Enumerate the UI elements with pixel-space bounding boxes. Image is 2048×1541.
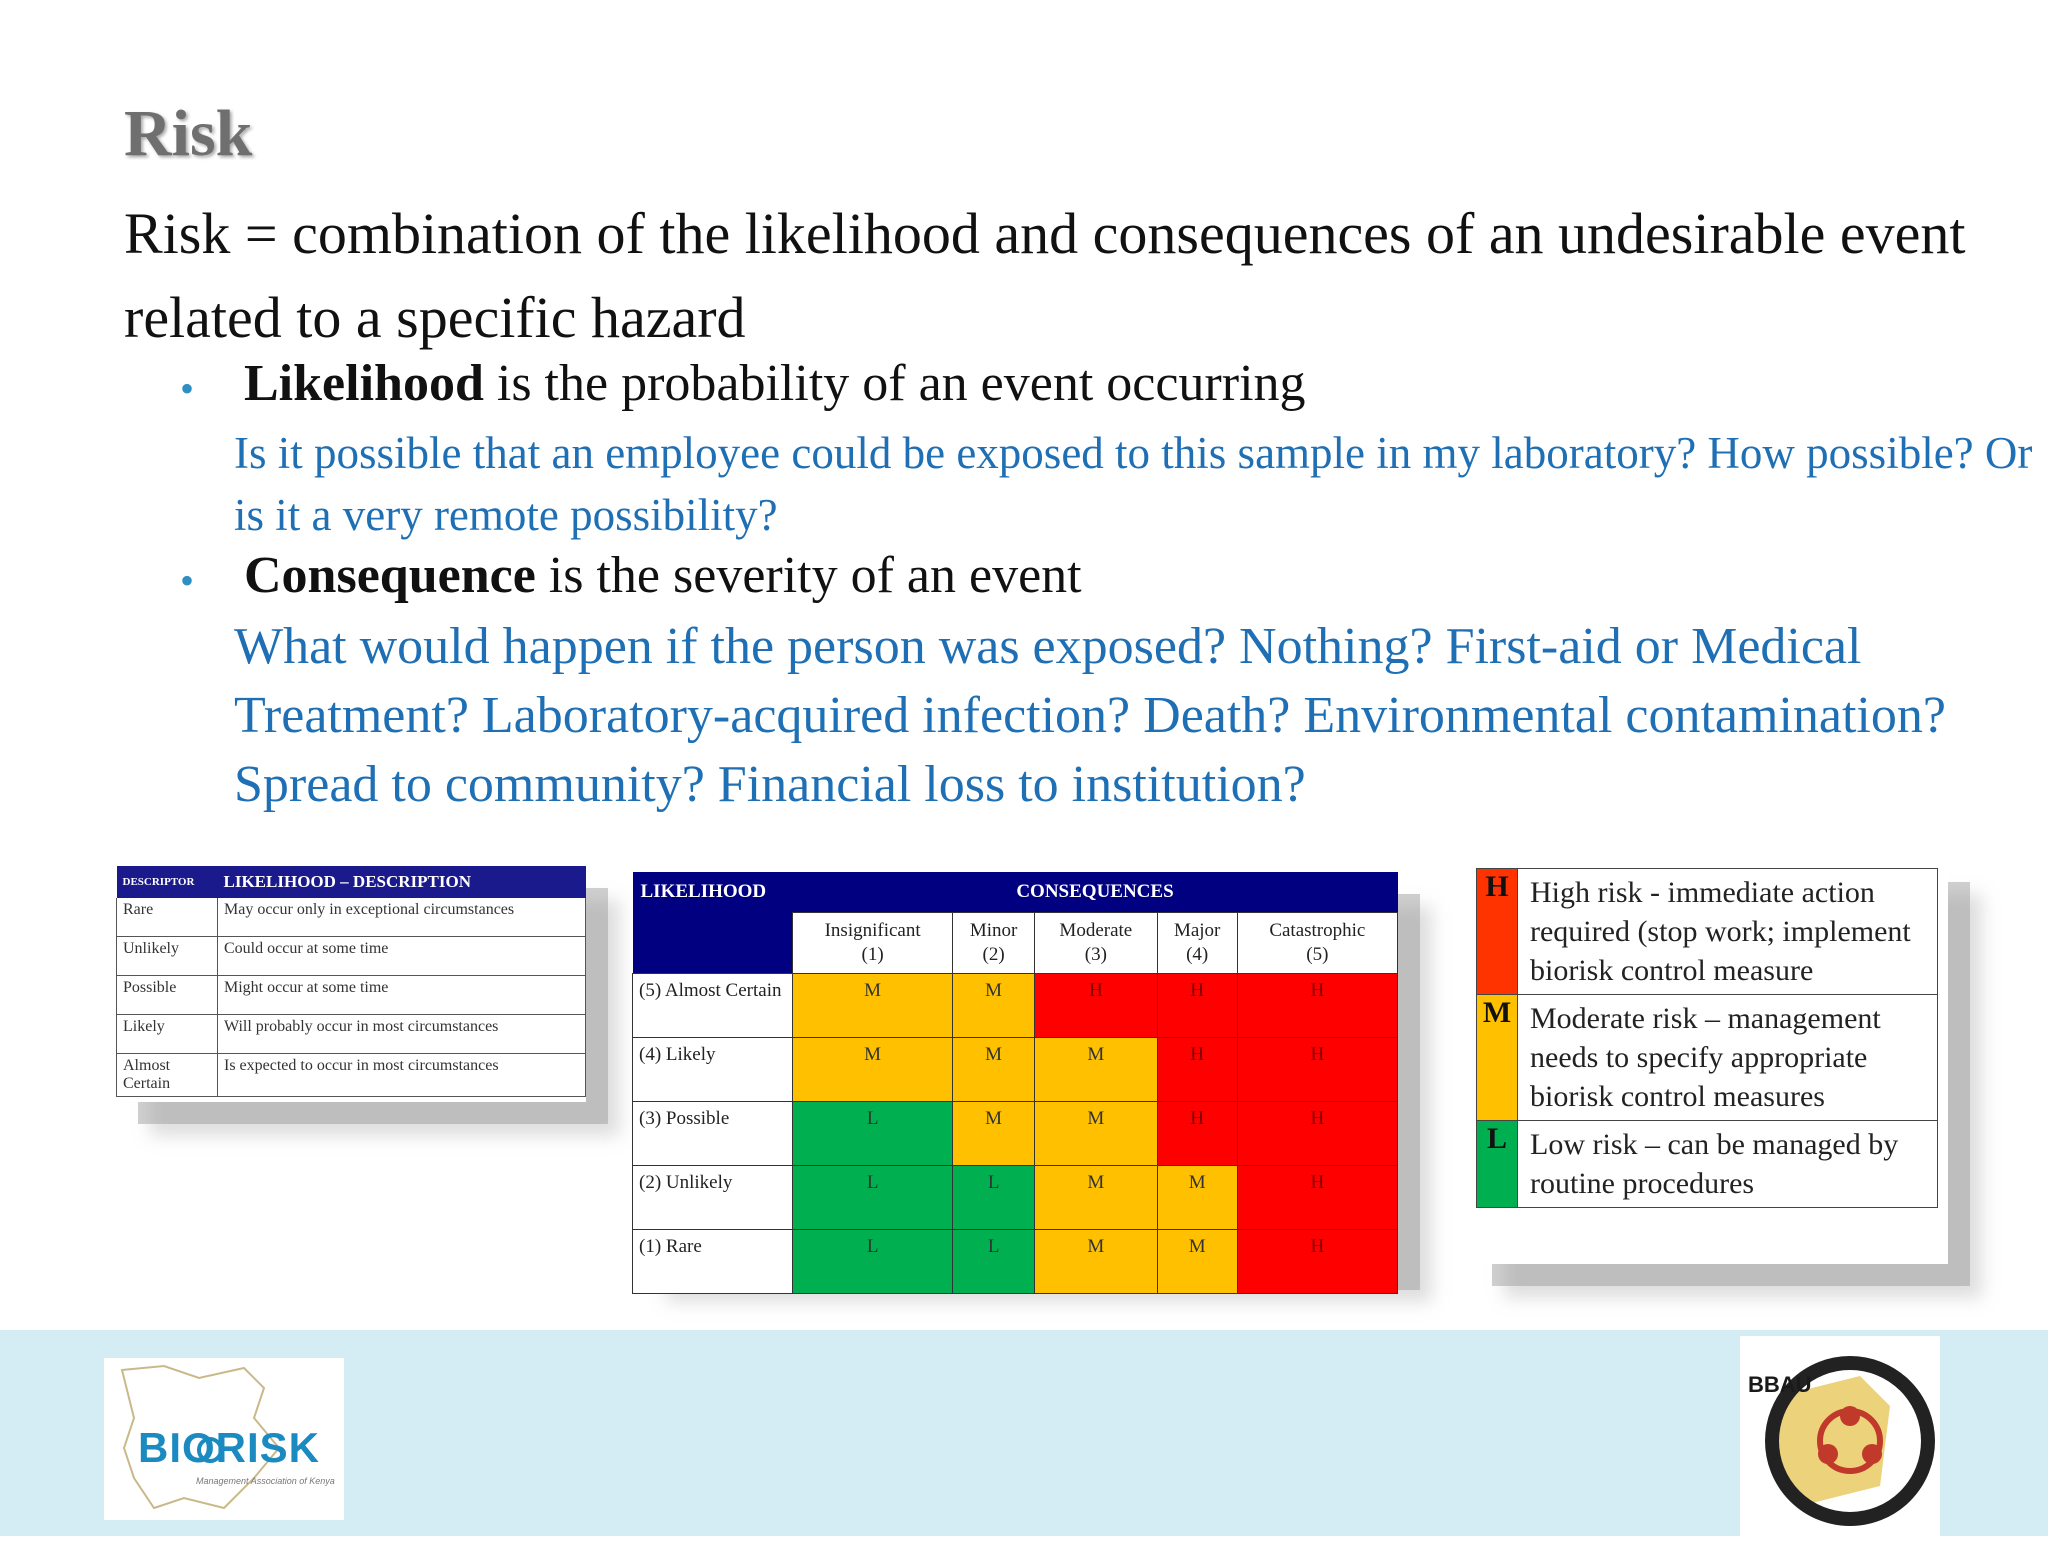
- matrix-row-label: (3) Possible: [633, 1102, 793, 1166]
- table-row: [117, 937, 586, 976]
- risk-matrix-table: [632, 872, 1398, 1294]
- risk-legend-table: [1476, 868, 1938, 1208]
- risk-level-cell: H: [1237, 974, 1397, 1038]
- risk-level-cell: M: [1034, 1038, 1157, 1102]
- bullet-term: Likelihood: [244, 355, 484, 412]
- risk-level-cell: H: [1237, 1166, 1397, 1230]
- bullet-dot-icon: •: [180, 365, 195, 411]
- column-number: (4): [1186, 944, 1209, 965]
- table-row: [117, 898, 586, 937]
- slide-title: Risk: [124, 97, 253, 170]
- bbau-logo: [1740, 1336, 1940, 1536]
- column-name: Moderate: [1059, 920, 1133, 941]
- bbau-logo-text: BBAU: [1748, 1372, 1812, 1397]
- table-cell: Is expected to occur in most circumstances: [218, 1054, 586, 1097]
- matrix-row: [633, 1102, 1398, 1166]
- table-cell: Could occur at some time: [218, 937, 586, 976]
- consequence-column-header: [793, 913, 953, 974]
- bullet-consequence: [180, 546, 1082, 605]
- table-row: [117, 1015, 586, 1054]
- table-header-row: [117, 866, 586, 898]
- legend-key: L: [1477, 1121, 1518, 1208]
- column-name: Major: [1173, 920, 1221, 941]
- matrix-corner: [633, 913, 793, 974]
- risk-legend-panel: [1470, 860, 1948, 1264]
- biorisk-logo-subtext: Management Association of Kenya: [196, 1476, 335, 1486]
- matrix-body: [633, 974, 1398, 1294]
- consequence-column-header: [1034, 913, 1157, 974]
- matrix-row-label: (4) Likely: [633, 1038, 793, 1102]
- risk-level-cell: M: [1157, 1230, 1237, 1294]
- risk-level-cell: H: [1157, 1038, 1237, 1102]
- bullet-dot-icon: •: [180, 557, 195, 603]
- risk-level-cell: L: [953, 1166, 1035, 1230]
- legend-key: M: [1477, 995, 1518, 1121]
- risk-level-cell: L: [793, 1166, 953, 1230]
- risk-level-cell: H: [1034, 974, 1157, 1038]
- risk-level-cell: H: [1157, 1102, 1237, 1166]
- matrix-row: [633, 1230, 1398, 1294]
- legend-row: [1477, 1121, 1938, 1208]
- table-cell: Rare: [117, 898, 218, 937]
- matrix-column-row: [633, 913, 1398, 974]
- bullet-text: is the severity of an event: [535, 547, 1082, 604]
- column-number: (2): [982, 944, 1005, 965]
- matrix-row-label: (5) Almost Certain: [633, 974, 793, 1038]
- table-cell: Possible: [117, 976, 218, 1015]
- consequence-column-header: [1157, 913, 1237, 974]
- matrix-row: [633, 1166, 1398, 1230]
- risk-level-cell: L: [793, 1102, 953, 1166]
- matrix-header-row: [633, 872, 1398, 913]
- legend-key: H: [1477, 869, 1518, 995]
- table-header: LIKELIHOOD – DESCRIPTION: [218, 866, 586, 898]
- consequence-column-header: [1237, 913, 1397, 974]
- table-row: [117, 1054, 586, 1097]
- table-cell: May occur only in exceptional circumstances: [218, 898, 586, 937]
- column-number: (3): [1084, 944, 1107, 965]
- matrix-row-label: (1) Rare: [633, 1230, 793, 1294]
- column-name: Catastrophic: [1269, 920, 1366, 941]
- table-cell: Will probably occur in most circumstances: [218, 1015, 586, 1054]
- biohazard-seal-icon: [1740, 1336, 1940, 1536]
- column-name: Minor: [969, 920, 1018, 941]
- likelihood-description-panel: [116, 866, 586, 1102]
- legend-text: High risk - immediate action required (stop work; implement biorisk control measure: [1518, 869, 1938, 995]
- matrix-row-label: (2) Unlikely: [633, 1166, 793, 1230]
- risk-level-cell: L: [953, 1230, 1035, 1294]
- likelihood-description-table: [116, 866, 586, 1097]
- column-name: Insignificant: [824, 920, 921, 941]
- legend-row: [1477, 995, 1938, 1121]
- likelihood-header: LIKELIHOOD: [633, 872, 793, 913]
- table-cell: Almost Certain: [117, 1054, 218, 1097]
- matrix-row: [633, 974, 1398, 1038]
- consequences-header: CONSEQUENCES: [793, 872, 1398, 913]
- risk-level-cell: L: [793, 1230, 953, 1294]
- risk-level-cell: H: [1237, 1038, 1397, 1102]
- bullet-term: Consequence: [244, 547, 536, 604]
- consequence-column-header: [953, 913, 1035, 974]
- legend-text: Low risk – can be managed by routine procedures: [1518, 1121, 1938, 1208]
- risk-level-cell: M: [1157, 1166, 1237, 1230]
- table-cell: Unlikely: [117, 937, 218, 976]
- biorisk-logo-text: BIORISK: [138, 1424, 321, 1471]
- table-header: DESCRIPTOR: [117, 866, 218, 898]
- table-cell: Might occur at some time: [218, 976, 586, 1015]
- consequence-question: What would happen if the person was exposed? Nothing? First-aid or Medical Treatment? Laboratory-acquired infection? Death? Environmental contamination? Spread to community? Financial loss to institution?: [234, 618, 1946, 813]
- likelihood-question: Is it possible that an employee could be exposed to this sample in my laboratory? How possible? Or is it a very remote possibility?: [234, 428, 2033, 540]
- risk-definition: Risk = combination of the likelihood and consequences of an undesirable event related to a specific hazard: [124, 201, 1966, 350]
- table-row: [117, 976, 586, 1015]
- risk-level-cell: M: [953, 1102, 1035, 1166]
- column-number: (5): [1306, 944, 1329, 965]
- risk-level-cell: M: [1034, 1102, 1157, 1166]
- risk-level-cell: H: [1237, 1230, 1397, 1294]
- risk-level-cell: H: [1157, 974, 1237, 1038]
- biorisk-logo: [104, 1358, 344, 1520]
- matrix-row: [633, 1038, 1398, 1102]
- risk-level-cell: M: [953, 974, 1035, 1038]
- risk-level-cell: M: [793, 1038, 953, 1102]
- risk-level-cell: M: [793, 974, 953, 1038]
- risk-level-cell: H: [1237, 1102, 1397, 1166]
- risk-level-cell: M: [953, 1038, 1035, 1102]
- risk-level-cell: M: [1034, 1166, 1157, 1230]
- column-number: (1): [861, 944, 884, 965]
- bullet-likelihood: [180, 354, 1306, 413]
- risk-matrix-panel: [632, 872, 1398, 1268]
- bullet-text: is the probability of an event occurring: [483, 355, 1306, 412]
- table-cell: Likely: [117, 1015, 218, 1054]
- legend-text: Moderate risk – management needs to specify appropriate biorisk control measures: [1518, 995, 1938, 1121]
- risk-level-cell: M: [1034, 1230, 1157, 1294]
- legend-row: [1477, 869, 1938, 995]
